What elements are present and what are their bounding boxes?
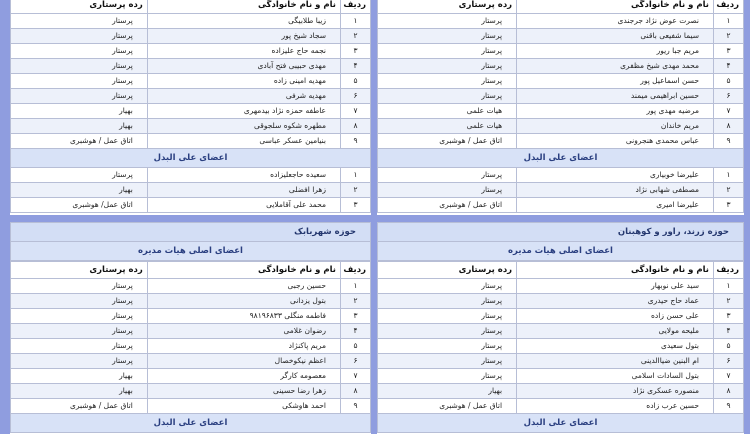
row-num: ۹ bbox=[341, 399, 371, 414]
table-row bbox=[11, 279, 371, 294]
row-name: عباس محمدی هنجرونی bbox=[517, 134, 714, 149]
row-rank: اتاق عمل / هوشبری bbox=[378, 198, 517, 213]
row-name: عاطفه حمزه نژاد بیدمهری bbox=[147, 104, 340, 119]
row-name: زهرا افضلی bbox=[147, 183, 340, 198]
row-name: سجاد شیخ پور bbox=[147, 29, 340, 44]
row-num: ۴ bbox=[341, 324, 371, 339]
row-num: ۶ bbox=[714, 354, 744, 369]
row-rank: اتاق عمل / هوشبری bbox=[11, 134, 148, 149]
row-name: بنیامین عسکر عباسی bbox=[147, 134, 340, 149]
table-row bbox=[11, 183, 371, 198]
row-rank: پرستار bbox=[378, 354, 517, 369]
row-num: ۹ bbox=[714, 134, 744, 149]
row-num: ۱ bbox=[714, 14, 744, 29]
row-rank: پرستار bbox=[11, 74, 148, 89]
row-name: زیبا طلابیگی bbox=[147, 14, 340, 29]
row-num: ۳ bbox=[714, 44, 744, 59]
row-rank: پرستار bbox=[11, 59, 148, 74]
row-name: مصطفی شهابی نژاد bbox=[517, 183, 714, 198]
row-rank: پرستار bbox=[378, 183, 517, 198]
row-name: علیرضا خوبیاری bbox=[517, 168, 714, 183]
row-rank: پرستار bbox=[378, 44, 517, 59]
row-name: بتول یزدانی bbox=[147, 294, 340, 309]
row-name: فاطمه منگلی ۹۸۱۹۶۸۳۳ bbox=[147, 309, 340, 324]
table-row bbox=[378, 168, 744, 183]
header-name: نام و نام خانوادگی bbox=[147, 262, 340, 279]
row-num: ۹ bbox=[714, 399, 744, 414]
row-num: ۷ bbox=[341, 369, 371, 384]
header-name: نام و نام خانوادگی bbox=[517, 0, 714, 14]
alternates-title: اعضای علی البدل bbox=[378, 149, 744, 168]
table-row bbox=[378, 29, 744, 44]
row-num: ۲ bbox=[341, 29, 371, 44]
row-rank: اتاق عمل / هوشبری bbox=[378, 399, 517, 414]
row-num: ۱ bbox=[714, 279, 744, 294]
header-name: نام و نام خانوادگی bbox=[147, 0, 340, 14]
members-table bbox=[377, 222, 744, 261]
row-num: ۱ bbox=[714, 168, 744, 183]
row-name: مرضیه مهدی پور bbox=[517, 104, 714, 119]
district-title: حوزه زرند، راور و کوهبنان bbox=[378, 223, 744, 242]
row-rank: پرستار bbox=[11, 309, 148, 324]
row-num: ۲ bbox=[714, 183, 744, 198]
table-row bbox=[11, 74, 371, 89]
header-num: ردیف bbox=[341, 0, 371, 14]
row-num: ۳ bbox=[341, 198, 371, 213]
row-num: ۲ bbox=[341, 294, 371, 309]
row-name: علی حسن زاده bbox=[517, 309, 714, 324]
row-rank: پرستار bbox=[378, 59, 517, 74]
table-row bbox=[378, 339, 744, 354]
row-num: ۷ bbox=[714, 369, 744, 384]
row-rank: پرستار bbox=[378, 74, 517, 89]
row-num: ۸ bbox=[714, 119, 744, 134]
header-rank: رده پرستاری bbox=[11, 262, 148, 279]
table-row bbox=[11, 134, 371, 149]
table-row bbox=[11, 89, 371, 104]
row-name: سعیده حاجعلیزاده bbox=[147, 168, 340, 183]
row-rank: پرستار bbox=[11, 29, 148, 44]
row-rank: پرستار bbox=[11, 279, 148, 294]
row-num: ۷ bbox=[341, 104, 371, 119]
table-row bbox=[378, 384, 744, 399]
table-row bbox=[11, 399, 371, 414]
row-rank: پرستار bbox=[378, 369, 517, 384]
row-name: مریم پاکنژاد bbox=[147, 339, 340, 354]
row-name: علیرضا امیری bbox=[517, 198, 714, 213]
row-name: منصوره عسکری نژاد bbox=[517, 384, 714, 399]
section-heading bbox=[378, 242, 744, 261]
table-row bbox=[11, 29, 371, 44]
row-name: مریم خاندان bbox=[517, 119, 714, 134]
table-row bbox=[378, 74, 744, 89]
row-rank: پرستار bbox=[11, 168, 148, 183]
table-row bbox=[378, 294, 744, 309]
members-table bbox=[10, 261, 371, 433]
row-name: نصرت عوض نژاد جرجندی bbox=[517, 14, 714, 29]
panel-bottom-left bbox=[10, 222, 371, 434]
row-num: ۵ bbox=[714, 74, 744, 89]
section-heading bbox=[11, 242, 371, 261]
table-row bbox=[378, 89, 744, 104]
row-name: بتول سعیدی bbox=[517, 339, 714, 354]
table-row bbox=[378, 399, 744, 414]
row-name: حسین رجبی bbox=[147, 279, 340, 294]
row-rank: بهیار bbox=[11, 384, 148, 399]
row-name: مریم جبا ریور bbox=[517, 44, 714, 59]
alternates-title: اعضای علی البدل bbox=[11, 149, 371, 168]
row-name: مهدی حبیبی فتح آبادی bbox=[147, 59, 340, 74]
district-title: حوزه شهربابک bbox=[11, 223, 371, 242]
row-rank: بهیار bbox=[378, 384, 517, 399]
row-rank: بهیار bbox=[11, 183, 148, 198]
row-rank: پرستار bbox=[11, 14, 148, 29]
table-row bbox=[11, 104, 371, 119]
row-num: ۶ bbox=[341, 89, 371, 104]
row-num: ۴ bbox=[341, 59, 371, 74]
row-name: رضوان غلامی bbox=[147, 324, 340, 339]
row-name: بتول السادات اسلامی bbox=[517, 369, 714, 384]
table-row bbox=[11, 324, 371, 339]
row-rank: پرستار bbox=[378, 279, 517, 294]
row-num: ۵ bbox=[341, 339, 371, 354]
row-num: ۶ bbox=[714, 89, 744, 104]
table-row bbox=[11, 44, 371, 59]
table-row bbox=[378, 279, 744, 294]
row-name: محمد مهدی شیخ مظفری bbox=[517, 59, 714, 74]
row-name: ملیحه مولایی bbox=[517, 324, 714, 339]
row-rank: پرستار bbox=[378, 29, 517, 44]
row-name: اعظم نیکوخصال bbox=[147, 354, 340, 369]
table-row bbox=[378, 183, 744, 198]
row-num: ۳ bbox=[341, 309, 371, 324]
header-num: ردیف bbox=[714, 262, 744, 279]
row-name: محمد علی آقاملایی bbox=[147, 198, 340, 213]
table-row bbox=[11, 59, 371, 74]
row-num: ۱ bbox=[341, 14, 371, 29]
row-rank: پرستار bbox=[378, 89, 517, 104]
row-name: زهرا رضا حسینی bbox=[147, 384, 340, 399]
row-name: سیما شفیعی باقنی bbox=[517, 29, 714, 44]
row-rank: پرستار bbox=[378, 14, 517, 29]
district-title-row bbox=[11, 223, 371, 242]
row-name: مهدیه شرفی bbox=[147, 89, 340, 104]
row-rank: بهیار bbox=[11, 119, 148, 134]
row-rank: پرستار bbox=[378, 168, 517, 183]
row-name: نجمه حاج علیزاده bbox=[147, 44, 340, 59]
header-rank: رده پرستاری bbox=[11, 0, 148, 14]
row-rank: پرستار bbox=[11, 89, 148, 104]
section-heading bbox=[11, 149, 371, 168]
row-rank: پرستار bbox=[11, 339, 148, 354]
table-row bbox=[378, 134, 744, 149]
board-title: اعضای اصلی هیات مدیره bbox=[11, 242, 371, 261]
table-row bbox=[378, 354, 744, 369]
row-rank: پرستار bbox=[378, 309, 517, 324]
table-row bbox=[11, 14, 371, 29]
header-num: ردیف bbox=[714, 0, 744, 14]
table-row bbox=[11, 294, 371, 309]
section-heading bbox=[378, 149, 744, 168]
table-row bbox=[11, 198, 371, 213]
row-rank: پرستار bbox=[378, 324, 517, 339]
table-row bbox=[378, 44, 744, 59]
members-table bbox=[377, 0, 744, 213]
row-num: ۸ bbox=[341, 119, 371, 134]
header-name: نام و نام خانوادگی bbox=[517, 262, 714, 279]
row-name: حسین عرب زاده bbox=[517, 399, 714, 414]
row-num: ۱ bbox=[341, 168, 371, 183]
table-row bbox=[378, 309, 744, 324]
row-num: ۷ bbox=[714, 104, 744, 119]
row-rank: پرستار bbox=[11, 354, 148, 369]
board-title: اعضای اصلی هیات مدیره bbox=[378, 242, 744, 261]
panel-top-left bbox=[10, 0, 371, 215]
row-rank: اتاق عمل / هوشبری bbox=[11, 399, 148, 414]
row-rank: پرستار bbox=[11, 324, 148, 339]
members-table bbox=[10, 0, 371, 213]
panel-bottom-right bbox=[377, 222, 744, 434]
row-rank: پرستار bbox=[378, 339, 517, 354]
district-title-row bbox=[378, 223, 744, 242]
row-name: مهدیه امینی زاده bbox=[147, 74, 340, 89]
header-rank: رده پرستاری bbox=[378, 262, 517, 279]
row-name: ام البنین ضیاالدینی bbox=[517, 354, 714, 369]
row-num: ۱ bbox=[341, 279, 371, 294]
row-num: ۸ bbox=[341, 384, 371, 399]
table-row bbox=[378, 14, 744, 29]
row-num: ۴ bbox=[714, 59, 744, 74]
row-rank: پرستار bbox=[11, 44, 148, 59]
row-name: سید علی نوبهار bbox=[517, 279, 714, 294]
row-num: ۴ bbox=[714, 324, 744, 339]
row-num: ۸ bbox=[714, 384, 744, 399]
table-row bbox=[11, 354, 371, 369]
row-num: ۲ bbox=[714, 29, 744, 44]
table-row bbox=[11, 119, 371, 134]
row-name: معصومه کارگر bbox=[147, 369, 340, 384]
row-num: ۳ bbox=[714, 309, 744, 324]
table-row bbox=[378, 59, 744, 74]
row-rank: بهیار bbox=[11, 369, 148, 384]
panel-top-right bbox=[377, 0, 744, 215]
members-table bbox=[10, 222, 371, 261]
table-row bbox=[378, 198, 744, 213]
row-rank: بهیار bbox=[11, 104, 148, 119]
row-num: ۵ bbox=[341, 74, 371, 89]
row-name: احمد هاوشکی bbox=[147, 399, 340, 414]
row-name: مطهره شکوه سلجوقی bbox=[147, 119, 340, 134]
alternates-title: اعضای علی البدل bbox=[378, 414, 744, 433]
row-rank: پرستار bbox=[378, 294, 517, 309]
row-rank: اتاق عمل/ هوشبری bbox=[11, 198, 148, 213]
row-name: عماد حاج حیدری bbox=[517, 294, 714, 309]
row-name: حسین ابراهیمی میمند bbox=[517, 89, 714, 104]
table-row bbox=[11, 339, 371, 354]
alternates-title: اعضای علی البدل bbox=[11, 414, 371, 433]
row-num: ۳ bbox=[714, 198, 744, 213]
header-num: ردیف bbox=[341, 262, 371, 279]
table-row bbox=[378, 104, 744, 119]
row-rank: اتاق عمل / هوشبری bbox=[378, 134, 517, 149]
row-num: ۹ bbox=[341, 134, 371, 149]
row-num: ۶ bbox=[341, 354, 371, 369]
table-row bbox=[11, 384, 371, 399]
table-row bbox=[378, 324, 744, 339]
row-rank: هیات علمی bbox=[378, 104, 517, 119]
row-num: ۲ bbox=[714, 294, 744, 309]
table-row bbox=[11, 168, 371, 183]
row-rank: هیات علمی bbox=[378, 119, 517, 134]
row-num: ۳ bbox=[341, 44, 371, 59]
table-row bbox=[378, 369, 744, 384]
row-rank: پرستار bbox=[11, 294, 148, 309]
header-rank: رده پرستاری bbox=[378, 0, 517, 14]
table-row bbox=[11, 369, 371, 384]
members-table bbox=[377, 261, 744, 433]
table-row bbox=[11, 309, 371, 324]
row-num: ۵ bbox=[714, 339, 744, 354]
row-name: حسن اسماعیل پور bbox=[517, 74, 714, 89]
row-num: ۲ bbox=[341, 183, 371, 198]
table-row bbox=[378, 119, 744, 134]
